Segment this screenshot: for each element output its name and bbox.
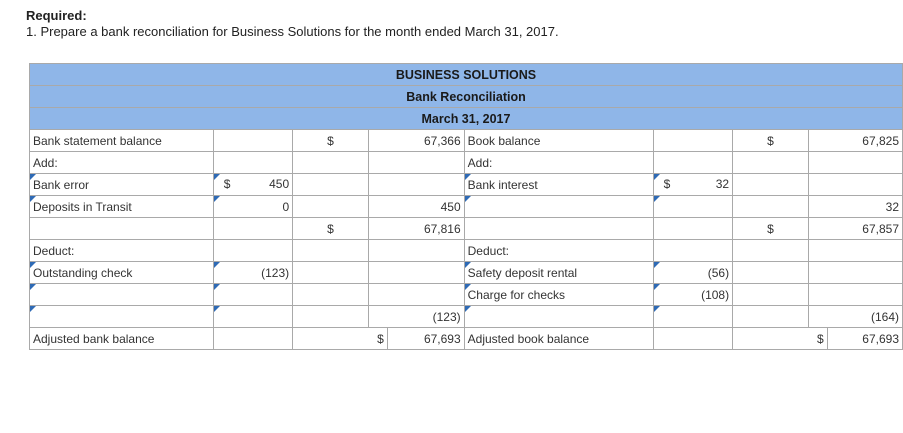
- header-company-row: [30, 64, 903, 86]
- book-deduct-extra-input[interactable]: [464, 306, 653, 328]
- bank-deduct-label: Deduct:: [30, 240, 214, 262]
- book-deduct-extra-amount-input[interactable]: [653, 306, 732, 328]
- table-row: [30, 284, 903, 306]
- bank-blank-cell: [213, 152, 292, 174]
- book-add-item-1-input[interactable]: Bank interest: [464, 174, 653, 196]
- bank-blank-cell: [213, 218, 292, 240]
- adjusted-bank-currency: $: [293, 328, 388, 350]
- book-blank-cell: [733, 240, 809, 262]
- company-name: BUSINESS SOLUTIONS: [30, 64, 903, 86]
- book-add-item-1-value: 32: [715, 177, 730, 191]
- bank-blank-cell: [293, 240, 369, 262]
- book-deduct-item-2-input[interactable]: Charge for checks: [464, 284, 653, 306]
- bank-add-item-2-amount-input[interactable]: 0: [213, 196, 292, 218]
- table-row: [30, 328, 903, 350]
- book-blank-cell: [733, 262, 809, 284]
- adjusted-book-currency: $: [733, 328, 828, 350]
- bank-statement-currency: $: [293, 130, 369, 152]
- adjusted-bank-balance-label: Adjusted bank balance: [30, 328, 214, 350]
- bank-subtotal-currency: $: [293, 218, 369, 240]
- book-blank-cell: [464, 218, 653, 240]
- book-blank-cell: [733, 306, 809, 328]
- bank-add-item-1-amount-input[interactable]: [213, 174, 292, 196]
- book-deduct-item-1-input[interactable]: Safety deposit rental: [464, 262, 653, 284]
- table-row: [30, 240, 903, 262]
- bank-blank-cell: [293, 262, 369, 284]
- header-date-row: [30, 108, 903, 130]
- book-deduct-total: (164): [808, 306, 902, 328]
- required-heading: Required:: [26, 8, 87, 23]
- adjusted-book-balance-label: Adjusted book balance: [464, 328, 653, 350]
- book-balance-value: 67,825: [808, 130, 902, 152]
- bank-blank-cell: [293, 196, 369, 218]
- book-balance-label: Book balance: [464, 130, 653, 152]
- report-title: Bank Reconciliation: [30, 86, 903, 108]
- book-deduct-item-2-amount-input[interactable]: (108): [653, 284, 732, 306]
- book-blank-cell: [808, 240, 902, 262]
- required-instruction: 1. Prepare a bank reconciliation for Business Solutions for the month ended March 31, 2017.: [26, 24, 559, 39]
- header-title-row: [30, 86, 903, 108]
- bank-blank-cell: [293, 174, 369, 196]
- book-blank-cell: [653, 240, 732, 262]
- adjusted-bank-balance-value: 67,693: [387, 328, 464, 350]
- bank-add-item-1-value: 450: [269, 177, 290, 191]
- bank-reconciliation-table: [29, 63, 903, 350]
- bank-deduct-total: (123): [368, 306, 464, 328]
- book-blank-cell: [653, 328, 732, 350]
- table-row: [30, 306, 903, 328]
- adjusted-book-balance-value: 67,693: [827, 328, 902, 350]
- book-blank-cell: [808, 152, 902, 174]
- bank-add-item-2-input[interactable]: Deposits in Transit: [30, 196, 214, 218]
- bank-subtotal-value: 67,816: [368, 218, 464, 240]
- table-row: [30, 196, 903, 218]
- bank-blank-cell: [368, 240, 464, 262]
- bank-add-total: 450: [368, 196, 464, 218]
- book-deduct-label: Deduct:: [464, 240, 653, 262]
- bank-statement-balance-label: Bank statement balance: [30, 130, 214, 152]
- bank-add-label: Add:: [30, 152, 214, 174]
- bank-blank-cell: [213, 328, 292, 350]
- book-blank-cell: [653, 218, 732, 240]
- book-blank-cell: [808, 262, 902, 284]
- book-add-item-2-input[interactable]: [464, 196, 653, 218]
- bank-deduct-item-2-input[interactable]: [30, 284, 214, 306]
- book-add-label: Add:: [464, 152, 653, 174]
- bank-blank-cell: [368, 152, 464, 174]
- table-row: [30, 174, 903, 196]
- bank-blank-cell: [213, 240, 292, 262]
- bank-blank-cell: [368, 262, 464, 284]
- table-row: [30, 262, 903, 284]
- book-blank-cell: [733, 174, 809, 196]
- book-blank-cell: [808, 284, 902, 306]
- bank-deduct-extra-amount-input[interactable]: [213, 306, 292, 328]
- bank-blank-cell: [293, 284, 369, 306]
- book-deduct-item-1-amount-input[interactable]: (56): [653, 262, 732, 284]
- bank-add-item-1-input[interactable]: Bank error: [30, 174, 214, 196]
- book-add-item-2-amount-input[interactable]: [653, 196, 732, 218]
- bank-blank-cell: [368, 284, 464, 306]
- table-row: [30, 218, 903, 240]
- bank-blank-cell: [213, 130, 292, 152]
- bank-deduct-extra-input[interactable]: [30, 306, 214, 328]
- book-subtotal-value: 67,857: [808, 218, 902, 240]
- book-add-item-1-currency: $: [663, 177, 671, 191]
- bank-deduct-item-1-amount-input[interactable]: (123): [213, 262, 292, 284]
- book-blank-cell: [808, 174, 902, 196]
- bank-blank-cell: [368, 174, 464, 196]
- bank-blank-cell: [293, 152, 369, 174]
- book-add-item-1-amount-input[interactable]: [653, 174, 732, 196]
- bank-statement-balance-value: 67,366: [368, 130, 464, 152]
- bank-blank-cell: [30, 218, 214, 240]
- bank-deduct-item-1-input[interactable]: Outstanding check: [30, 262, 214, 284]
- book-blank-cell: [653, 152, 732, 174]
- book-balance-currency: $: [733, 130, 809, 152]
- book-subtotal-currency: $: [733, 218, 809, 240]
- bank-blank-cell: [293, 306, 369, 328]
- book-add-total: 32: [808, 196, 902, 218]
- book-blank-cell: [733, 284, 809, 306]
- instructions: [26, 8, 559, 40]
- report-date: March 31, 2017: [30, 108, 903, 130]
- bank-add-item-1-currency: $: [223, 177, 231, 191]
- table-row: [30, 130, 903, 152]
- bank-deduct-item-2-amount-input[interactable]: [213, 284, 292, 306]
- table-row: [30, 152, 903, 174]
- book-blank-cell: [653, 130, 732, 152]
- book-blank-cell: [733, 196, 809, 218]
- book-blank-cell: [733, 152, 809, 174]
